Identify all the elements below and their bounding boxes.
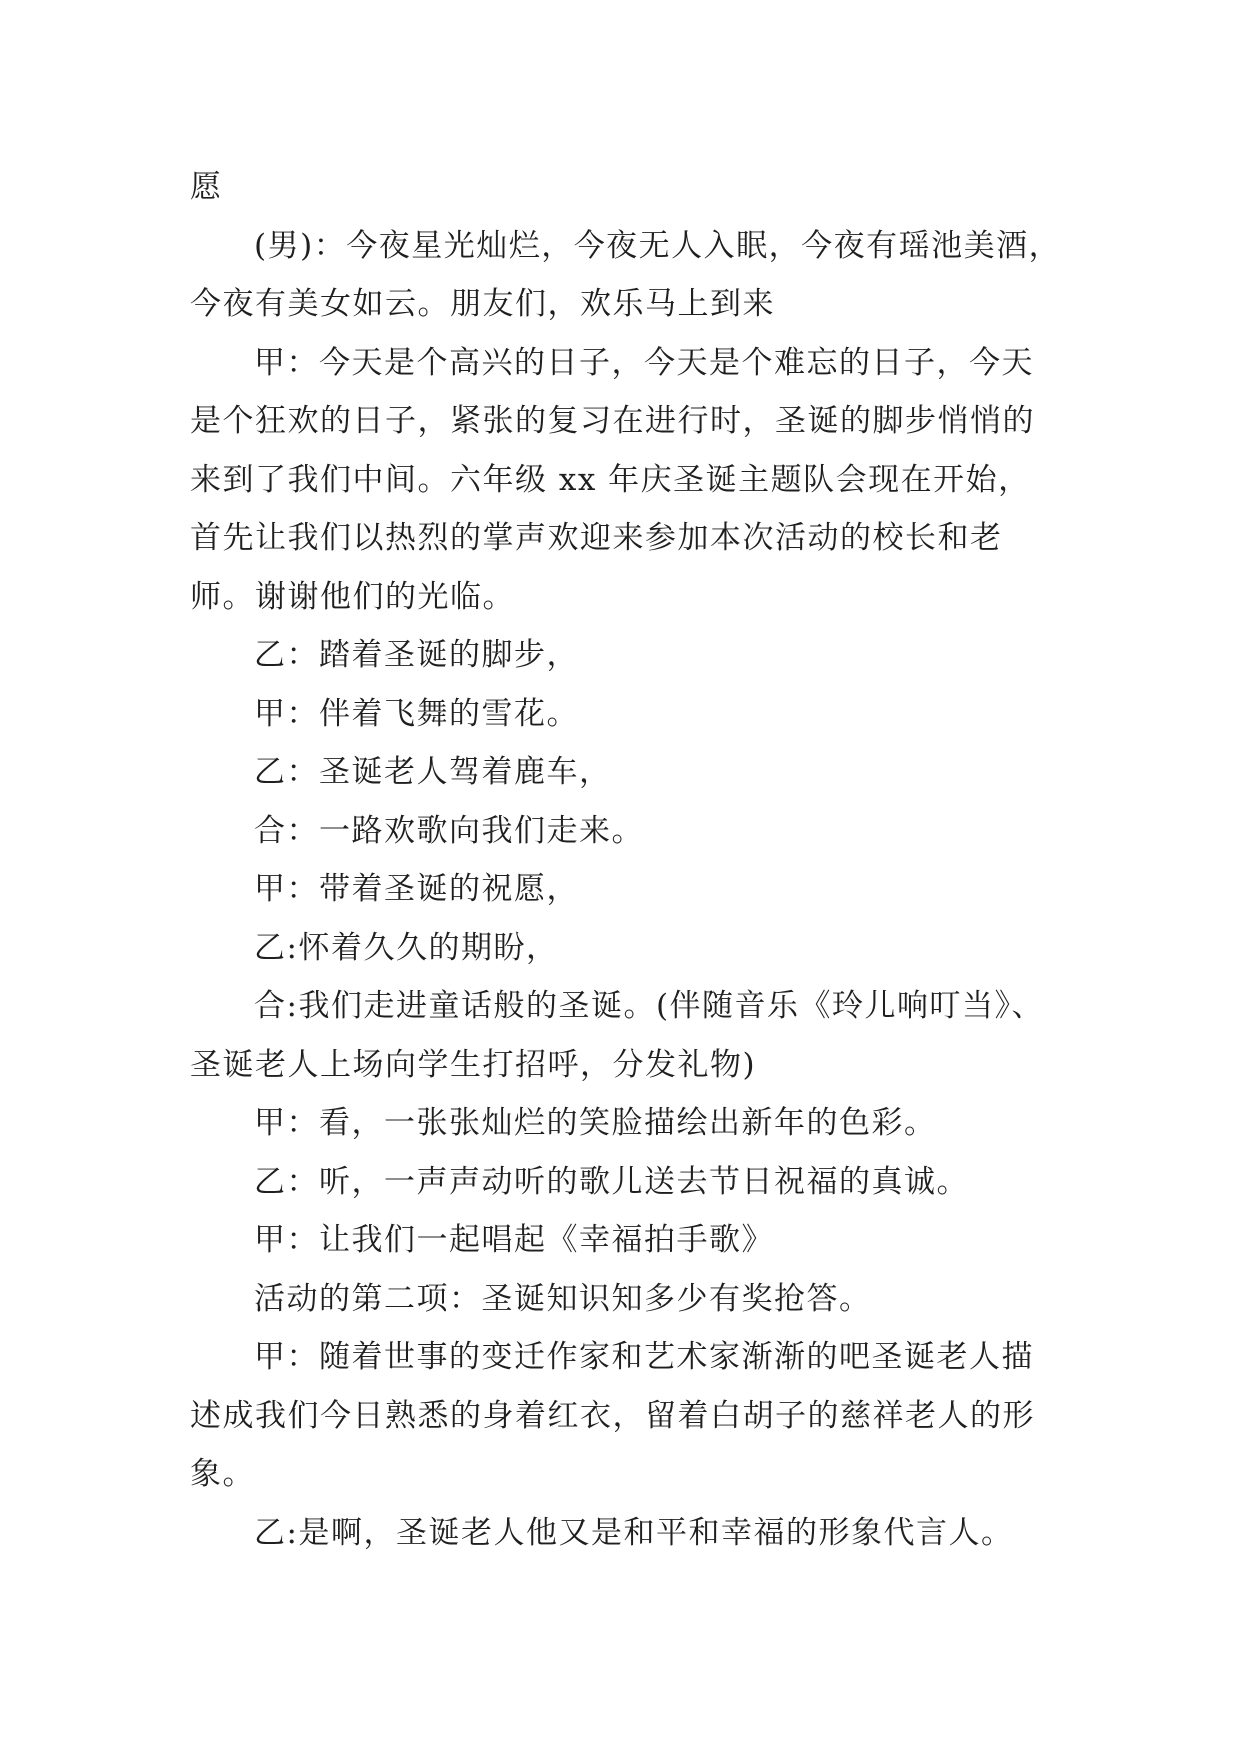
text-line: 乙：听，一声声动听的歌儿送去节日祝福的真诚。 <box>254 1163 969 1200</box>
text-line: 甲：让我们一起唱起《幸福拍手歌》 <box>254 1222 774 1258</box>
text-line: 合：一路欢歌向我们走来。 <box>254 812 644 849</box>
text-line: 活动的第二项：圣诞知识知多少有奖抢答。 <box>254 1280 872 1317</box>
text-line: 圣诞老人上场向学生打招呼，分发礼物) <box>190 1046 757 1083</box>
text-line: 首先让我们以热烈的掌声欢迎来参加本次活动的校长和老 <box>190 520 1003 556</box>
text-line: 是个狂欢的日子，紧张的复习在进行时，圣诞的脚步悄悄的 <box>190 403 1035 439</box>
text-line: 甲：伴着飞舞的雪花。 <box>254 695 579 732</box>
text-line: 述成我们今日熟悉的身着红衣，留着白胡子的慈祥老人的形 <box>190 1397 1035 1434</box>
text-line: 乙：踏着圣诞的脚步， <box>254 637 579 673</box>
text-line: 甲：带着圣诞的祝愿， <box>254 871 579 907</box>
text-line: 今夜有美女如云。朋友们，欢乐马上到来 <box>190 286 775 322</box>
document-body <box>190 158 1070 1562</box>
text-line: 乙:是啊，圣诞老人他又是和平和幸福的形象代言人。 <box>254 1514 1014 1551</box>
text-line: 合:我们走进童话般的圣诞。(伴随音乐《玲儿响叮当》、 <box>254 988 1045 1024</box>
text-line: 乙:怀着久久的期盼， <box>254 929 559 966</box>
text-line: (男)：今夜星光灿烂，今夜无人入眠，今夜有瑶池美酒， <box>254 227 1062 264</box>
text-line: 愿 <box>190 169 223 205</box>
text-line: 甲：看，一张张灿烂的笑脸描绘出新年的色彩。 <box>254 1105 937 1141</box>
text-line: 师。谢谢他们的光临。 <box>190 578 515 615</box>
text-line: 乙：圣诞老人驾着鹿车， <box>254 754 612 790</box>
text-line: 来到了我们中间。六年级 xx 年庆圣诞主题队会现在开始， <box>190 461 1031 498</box>
text-line: 象。 <box>190 1456 255 1492</box>
text-line: 甲：随着世事的变迁作家和艺术家渐渐的吧圣诞老人描 <box>254 1339 1034 1375</box>
text-line: 甲：今天是个高兴的日子，今天是个难忘的日子，今天 <box>254 344 1034 381</box>
